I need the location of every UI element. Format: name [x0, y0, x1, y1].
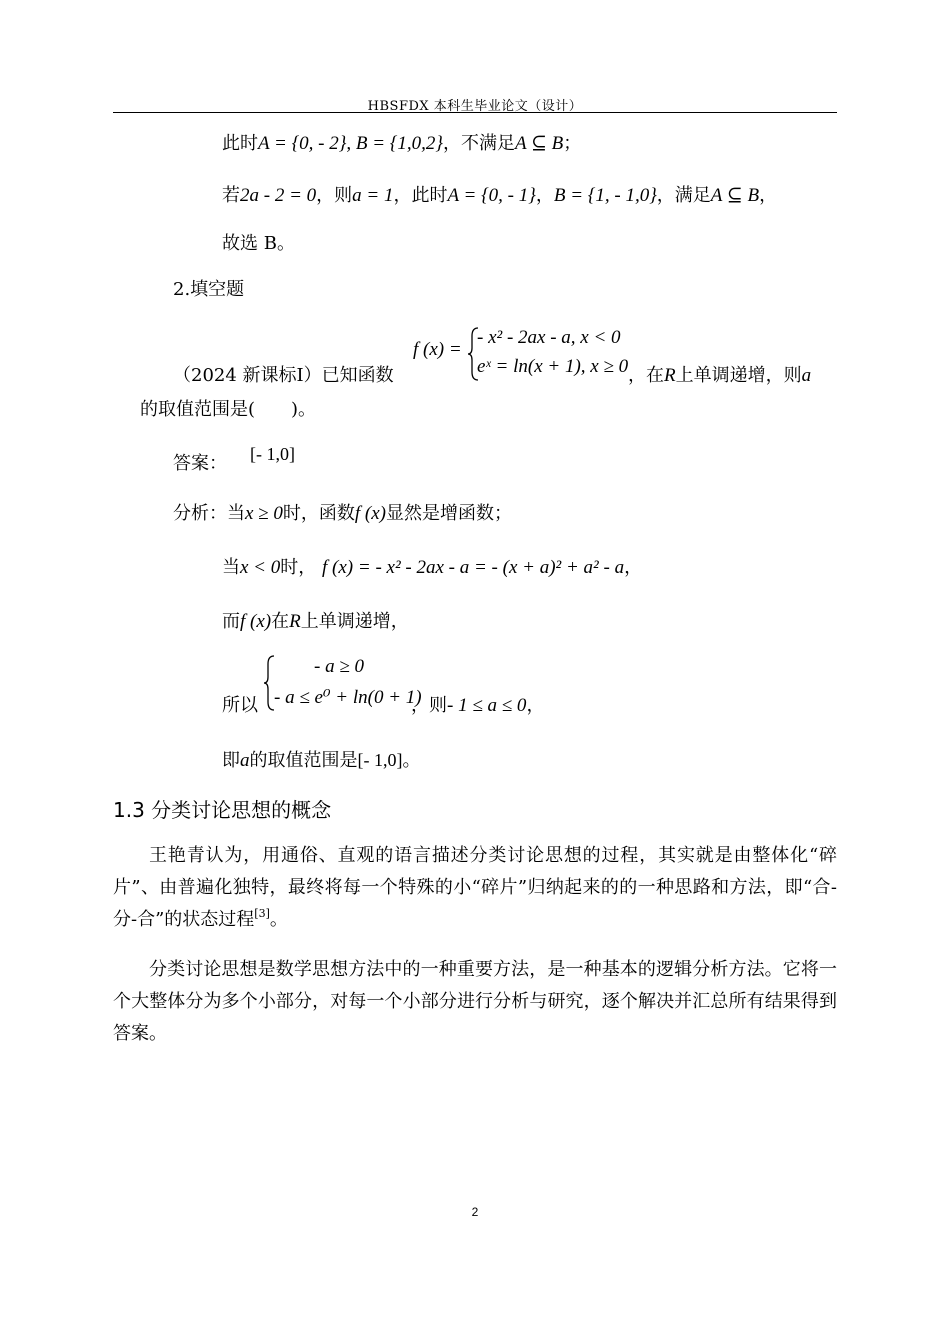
text: 时，函数: [282, 503, 355, 524]
paragraph-text: 王艳青认为，用通俗、直观的语言描述分类讨论思想的过程，其实就是由整体化“碎片”、由普遍化独特，最终将每一个特殊的小“碎片”归纳起来的的一种思路和方法，即“合-分-合”的状态过程: [113, 845, 837, 930]
analysis-line-3: [222, 610, 409, 634]
math: - 1 ≤ a ≤ 0: [447, 695, 527, 716]
question-suffix: [628, 364, 811, 388]
math: 2a - 2 = 0: [240, 185, 317, 206]
text: 而: [222, 611, 240, 632]
math: x < 0: [240, 557, 281, 578]
line-3: 故选 B。: [222, 233, 295, 254]
text: ，满足: [656, 185, 711, 206]
text: ，: [526, 695, 545, 716]
math: B = {1, - 1,0}: [553, 185, 657, 206]
math-f: f (x) =: [413, 339, 462, 360]
text: ，在: [628, 365, 664, 386]
header-rule: [113, 112, 837, 113]
math: A = {0, - 2}, B = {1,0,2}: [258, 133, 443, 154]
page-number: 2: [471, 1205, 479, 1219]
system-prefix: 所以: [222, 695, 258, 716]
question-line-2: 的取值范围是( )。: [140, 399, 317, 420]
math: a: [801, 365, 812, 386]
section-heading: 1.3 分类讨论思想的概念: [113, 798, 332, 822]
system-case-2: - a ≤ e⁰ + ln(0 + 1): [274, 687, 422, 708]
range-line: [222, 748, 420, 773]
paragraph-1: [113, 840, 837, 938]
line-1: [222, 132, 581, 156]
text: 上单调递增，则: [675, 365, 802, 386]
case-1: - x² - 2ax - a, x < 0: [477, 327, 621, 348]
paragraph-2: 分类讨论思想是数学思想方法中的一种重要方法，是一种基本的逻辑分析方法。它将一个大整体分为多个小部分，对每一个小部分进行分析与研究，逐个解决并汇总所有结果得到答案。: [113, 959, 837, 1044]
text: ，: [535, 185, 554, 206]
text: ，此时: [393, 185, 448, 206]
math: A ⊆ B: [514, 133, 564, 154]
system-case-1: - a ≥ 0: [314, 656, 365, 677]
subsection-title: 2.填空题: [173, 279, 245, 300]
text: 即: [222, 750, 240, 771]
math: x ≥ 0: [245, 503, 283, 524]
math: f (x): [354, 503, 386, 524]
citation: [3]: [254, 907, 270, 920]
case-2: eˣ = ln(x + 1), x ≥ 0: [477, 356, 629, 377]
math: f (x) = - x² - 2ax - a = - (x + a)² + a² - a: [322, 557, 625, 578]
math: a: [240, 750, 250, 771]
answer-value: [- 1,0]: [250, 444, 295, 464]
text: 分析：当: [173, 503, 245, 524]
text: 此时: [222, 133, 258, 154]
math: A = {0, - 1}: [447, 185, 536, 206]
math: [- 1,0]: [357, 750, 403, 770]
paragraph-end: 。: [269, 909, 288, 930]
text: 。: [402, 750, 421, 771]
text: 当: [222, 557, 240, 578]
text: 上单调递增，: [300, 611, 409, 632]
line-2: [222, 184, 777, 208]
text: 显然是增函数；: [386, 503, 512, 524]
system-suffix: [411, 694, 544, 718]
answer-label: 答案：: [173, 453, 227, 474]
text: ，: [624, 557, 643, 578]
running-header: HBSFDX 本科生毕业论文（设计）: [367, 99, 583, 114]
analysis-line-1: [173, 502, 512, 526]
math: a = 1: [352, 185, 394, 206]
text: 在: [271, 611, 290, 632]
text: ，则: [411, 695, 447, 716]
math: R: [664, 365, 676, 386]
text: ；: [563, 133, 582, 154]
math: A ⊆ B: [710, 185, 760, 206]
text: ，则: [316, 185, 353, 206]
math: R: [289, 611, 301, 632]
analysis-line-2: [222, 556, 642, 580]
math: f (x): [240, 611, 272, 632]
question-prefix: （2024 新课标Ⅰ）已知函数: [173, 365, 394, 386]
text: 若: [222, 185, 240, 206]
text: 时，: [280, 557, 317, 578]
text: ，: [759, 185, 778, 206]
text: 的取值范围是: [249, 750, 358, 771]
text: ，不满足: [442, 133, 515, 154]
